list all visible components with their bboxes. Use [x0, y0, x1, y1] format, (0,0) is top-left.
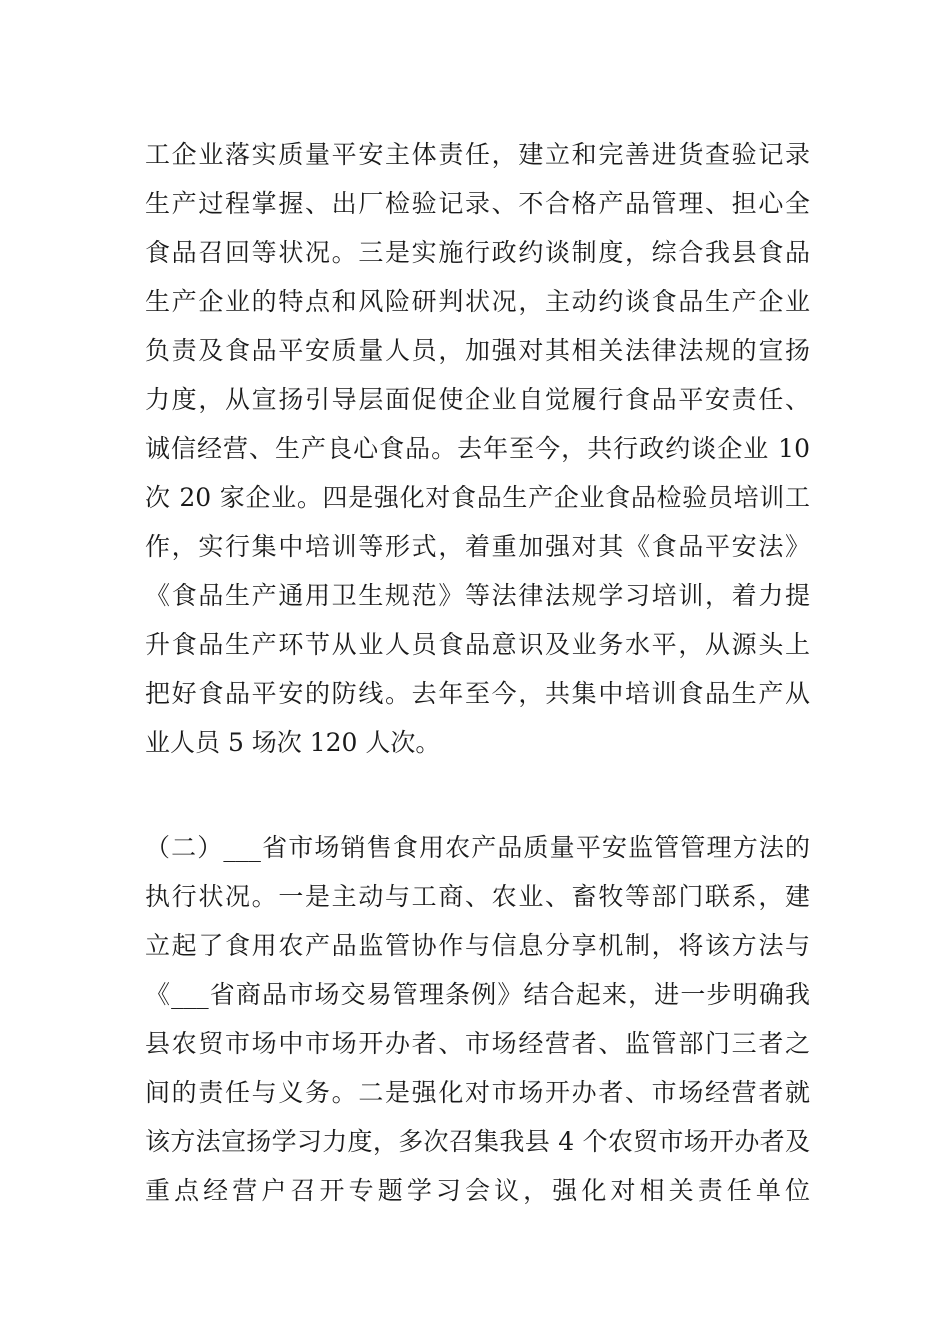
text-line: 次 20 家企业。四是强化对食品生产企业食品检验员培训工: [145, 483, 810, 512]
text-line: 食品召回等状况。三是实施行政约谈制度，综合我县食品: [145, 238, 810, 267]
text-line: 把好食品平安的防线。去年至今，共集中培训食品生产从: [145, 679, 810, 708]
text-line: 《食品生产通用卫生规范》等法律法规学习培训，着力提: [145, 581, 810, 610]
text-line: 负责及食品平安质量人员，加强对其相关法律法规的宣扬: [145, 336, 810, 365]
paragraph-food-production: [145, 130, 810, 767]
text-line: （二）___省市场销售食用农产品质量平安监管管理方法的: [145, 833, 810, 862]
paragraph-market-supervision: [145, 823, 810, 1215]
text-line: 升食品生产环节从业人员食品意识及业务水平，从源头上: [145, 630, 810, 659]
text-line: 作，实行集中培训等形式，着重加强对其《食品平安法》: [145, 532, 810, 561]
text-line: 间的责任与义务。二是强化对市场开办者、市场经营者就: [145, 1078, 810, 1107]
text-line: 力度，从宣扬引导层面促使企业自觉履行食品平安责任、: [145, 385, 810, 414]
text-line: 县农贸市场中市场开办者、市场经营者、监管部门三者之: [145, 1029, 810, 1058]
text-line: 该方法宣扬学习力度，多次召集我县 4 个农贸市场开办者及: [145, 1127, 810, 1156]
text-line: 重点经营户召开专题学习会议，强化对相关责任单位: [145, 1176, 810, 1205]
text-line: 立起了食用农产品监管协作与信息分享机制，将该方法与: [145, 931, 810, 960]
text-line: 执行状况。一是主动与工商、农业、畜牧等部门联系，建: [145, 882, 810, 911]
text-line: 工企业落实质量平安主体责任，建立和完善进货查验记录: [145, 140, 810, 169]
text-line: 业人员 5 场次 120 人次。: [145, 728, 441, 757]
text-line: 生产企业的特点和风险研判状况，主动约谈食品生产企业: [145, 287, 810, 316]
text-line: 诚信经营、生产良心食品。去年至今，共行政约谈企业 10: [145, 434, 810, 463]
text-line: 《___省商品市场交易管理条例》结合起来，进一步明确我: [145, 980, 810, 1009]
text-line: 生产过程掌握、出厂检验记录、不合格产品管理、担心全: [145, 189, 810, 218]
